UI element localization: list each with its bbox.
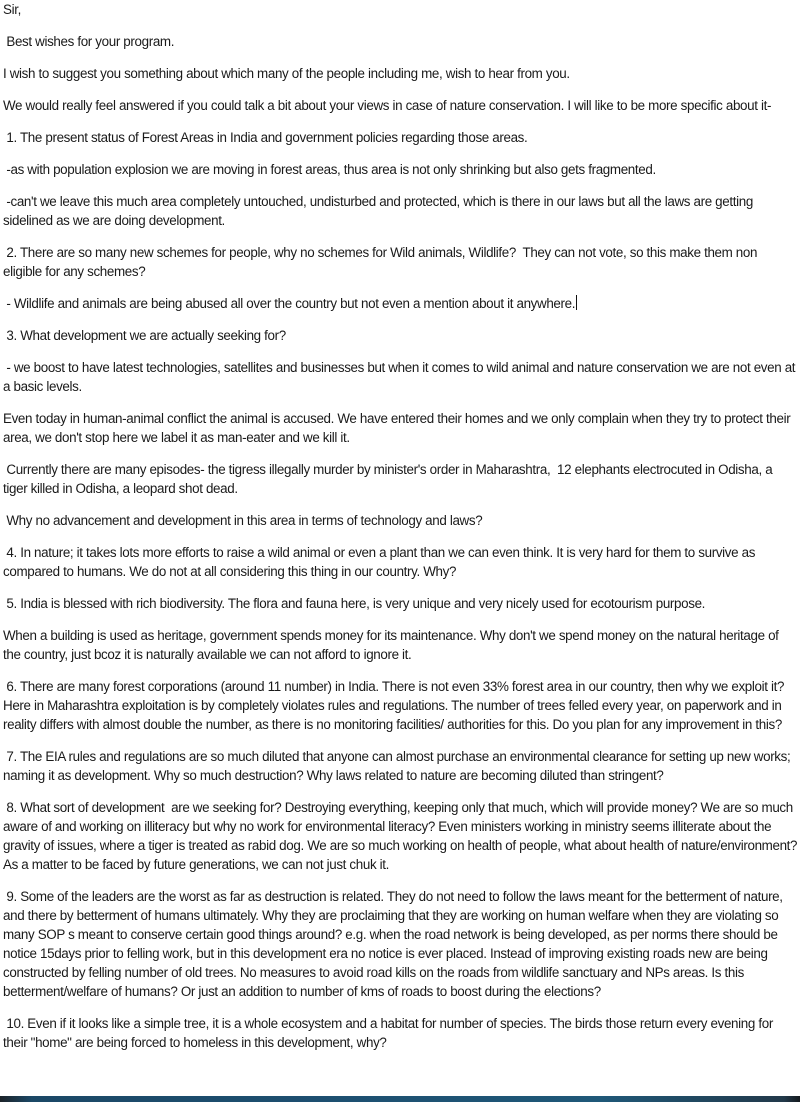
point-8-paragraph: 8. What sort of development are we seeking for? Destroying everything, keeping only that much, which will provide money? We are so much aware of and working on illiteracy but why no work for environmental literacy? Even ministers working in ministry seems illiterate about the gravity of issues, where a tiger is treated as rabid dog. We are so much working on health of people, what about health of nature/environment? As a matter to be faced by future generations, we can not just chuk it. xyxy=(3,800,800,872)
point-10-paragraph: 10. Even if it looks like a simple tree, it is a whole ecosystem and a habitat for number of species. The birds those return every evening for their "home" are being forced to homeless in this development, why? xyxy=(3,1016,777,1050)
heritage-paragraph: When a building is used as heritage, government spends money for its maintenance. Why don't we spend money on the natural heritage of the country, just bcoz it is naturally available we can not afford to ignore it. xyxy=(3,628,782,662)
point-7-paragraph: 7. The EIA rules and regulations are so much diluted that anyone can almost purchase an environmental clearance for setting up new works; naming it as development. Why so much destruction? Why laws related to nature are becoming diluted than stringent? xyxy=(3,749,794,783)
letter-text-area[interactable] xyxy=(3,0,798,1065)
intro-paragraph: I wish to suggest you something about which many of the people including me, wish to hear from you. xyxy=(3,66,570,81)
point-5-paragraph: 5. India is blessed with rich biodiversity. The flora and fauna here, is very unique and very nicely used for ecotourism purpose. xyxy=(3,596,706,611)
point-1-subpoint-a: -as with population explosion we are moving in forest areas, thus area is not only shrinking but also gets fragmented. xyxy=(3,162,656,177)
advancement-paragraph: Why no advancement and development in this area in terms of technology and laws? xyxy=(3,513,483,528)
point-1-subpoint-b: -can't we leave this much area completely untouched, undisturbed and protected, which is there in our laws but all the laws are getting sidelined as we are doing development. xyxy=(3,194,757,228)
point-3-paragraph: 3. What development we are actually seeking for? xyxy=(3,328,286,343)
point-6-paragraph: 6. There are many forest corporations (around 11 number) in India. There is not even 33% forest area in our country, then why we exploit it? Here in Maharashtra exploitation is by completely violates rules and regulations. The number of trees felled every year, on paperwork and in reality differs with almost double the number, as there is no monitoring facilities/ authorities for this. Do you plan for any improvement in this? xyxy=(3,679,788,732)
point-2-subpoint: - Wildlife and animals are being abused all over the country but not even a mention about it anywhere. xyxy=(3,296,576,311)
conflict-paragraph: Even today in human-animal conflict the animal is accused. We have entered their homes and we only complain when they try to protect their area, we don't stop here we label it as man-eater and we kill it. xyxy=(3,411,794,445)
point-4-paragraph: 4. In nature; it takes lots more efforts to raise a wild animal or even a plant than we can even think. It is very hard for them to survive as compared to humans. We do not at all considering this thing in our country. Why? xyxy=(3,545,759,579)
point-1-paragraph: 1. The present status of Forest Areas in India and government policies regarding those areas. xyxy=(3,130,528,145)
point-9-paragraph: 9. Some of the leaders are the worst as far as destruction is related. They do not need to follow the laws meant for the betterment of nature, and there by betterment of humans ultimately. Why they are proclaiming that they are working on human welfare when they are violating so many SOP s meant to conserve certain good things around? e.g. when the road network is being developed, as per norms there should be notice 15days prior to felling work, but in this development era no notice is ever placed. Instead of improving existing roads new are being constructed by felling number of old trees. No measures to avoid road kills on the roads from wildlife sanctuary and NPs areas. Is this betterment/welfare of humans? Or just an addition to number of kms of roads to boost during the elections? xyxy=(3,889,787,999)
point-2-paragraph: 2. There are so many new schemes for people, why no schemes for Wild animals, Wildlife? They can not vote, so this make them non eligible for any schemes? xyxy=(3,245,761,279)
greeting-paragraph: Best wishes for your program. xyxy=(3,34,175,49)
salutation: Sir, xyxy=(3,2,21,17)
episodes-paragraph: Currently there are many episodes- the tigress illegally murder by minister's order in Maharashtra, 12 elephants electrocuted in Odisha, a tiger killed in Odisha, a leopard shot dead. xyxy=(3,462,776,496)
point-3-subpoint: - we boost to have latest technologies, satellites and businesses but when it comes to wild animal and nature conservation we are not even at a basic levels. xyxy=(3,360,799,394)
intro-paragraph-2: We would really feel answered if you could talk a bit about your views in case of nature conservation. I will like to be more specific about it- xyxy=(3,98,772,113)
point-2-subpoint-line xyxy=(3,294,798,313)
text-cursor xyxy=(576,295,577,310)
taskbar-strip xyxy=(0,1096,800,1102)
